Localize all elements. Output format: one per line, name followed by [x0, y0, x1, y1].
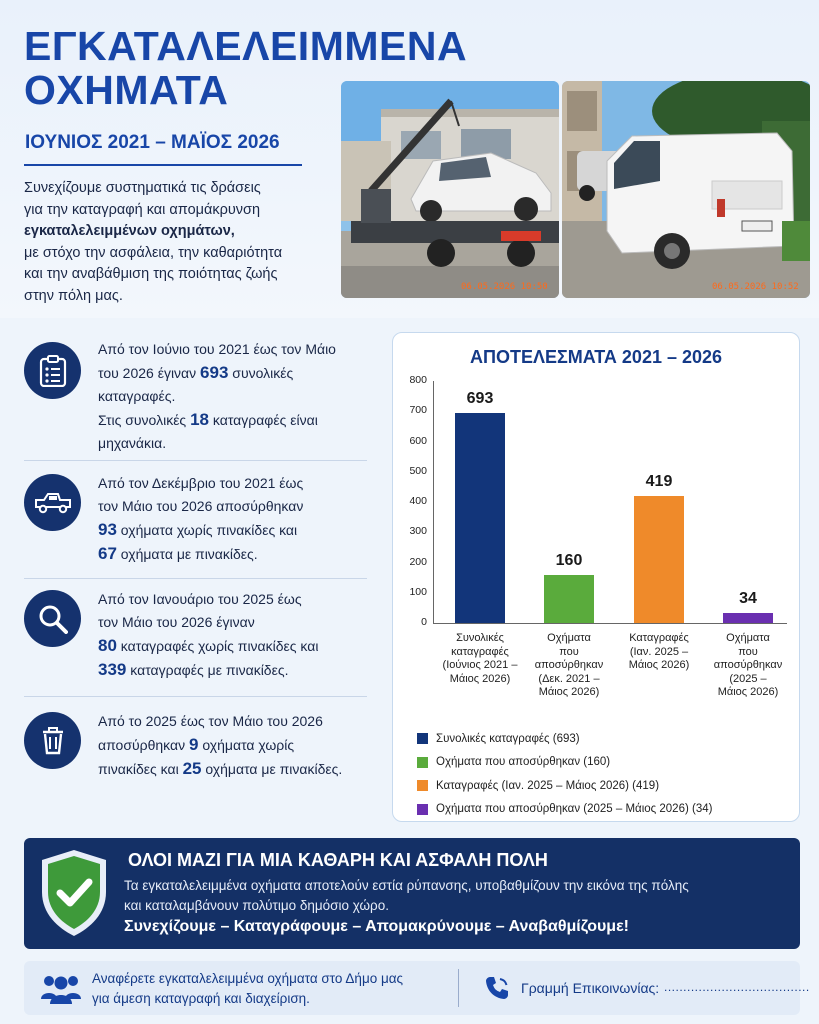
x-axis: [433, 623, 787, 624]
divider: [24, 460, 367, 461]
y-tick-label: 600: [409, 434, 427, 447]
report-text: [92, 969, 403, 1009]
stat-line: Από το 2025 έως τον Μάιο του 2026: [98, 713, 323, 729]
stat-line: καταγραφές.: [98, 388, 176, 404]
stat-number: 25: [182, 759, 202, 778]
stat-line: Από τον Δεκέμβριο του 2021 έως: [98, 475, 304, 491]
stat-number: 693: [200, 363, 229, 382]
stat-line: τον Μάιο του 2026 αποσύρθηκαν: [98, 498, 304, 514]
legend-item: [417, 798, 712, 822]
y-tick-label: 800: [409, 374, 427, 386]
stat-line: 93 οχήματα χωρίς πινακίδες και: [98, 520, 298, 539]
intro-line: με στόχο την ασφάλεια, την καθαριότητα: [24, 244, 283, 261]
legend-swatch: [417, 780, 428, 791]
stat-line: τον Μάιο του 2026 έγιναν: [98, 614, 255, 630]
intro-line: και την αναβάθμιση της ποιότητας ζωής: [24, 266, 278, 282]
clean-city-banner: [24, 838, 800, 949]
tow-truck-photo: [341, 81, 559, 298]
title-line-2: ΟΧΗΜΑΤΑ: [24, 67, 229, 113]
banner-text-line: Τα εγκαταλελειμμένα οχήματα αποτελούν εστία ρύπανσης, υποβαθμίζουν την εικόνα της πόλης: [124, 878, 689, 893]
shield-check-icon: [38, 848, 110, 943]
banner-text: [124, 876, 784, 916]
x-category-label: Οχήματα που αποσύρθηκαν (2025 – Μάιος 2026): [713, 632, 783, 698]
stat-line: πινακίδες και 25 οχήματα με πινακίδες.: [98, 759, 343, 778]
chart-bar: [723, 613, 773, 623]
chart-bar: [544, 575, 594, 623]
stat-line: Στις συνολικές 18 καταγραφές είναι: [98, 410, 318, 429]
trash-icon: [24, 712, 81, 769]
y-tick-label: 0: [421, 616, 427, 628]
stat-line: αποσύρθηκαν 9 οχήματα χωρίς: [98, 735, 295, 754]
y-tick-label: 200: [409, 555, 427, 568]
tow-truck-icon: [24, 474, 81, 531]
stat-line: 80 καταγραφές χωρίς πινακίδες και: [98, 636, 319, 655]
banner-slogan: Συνεχίζουμε – Καταγράφουμε – Απομακρύνουμε – Αναβαθμίζουμε!: [124, 918, 629, 935]
x-category-label: Οχήματα που αποσύρθηκαν (Δεκ. 2021 – Μάιος 2026): [534, 632, 604, 698]
stat-removed-vehicles: [24, 472, 367, 568]
stat-number: 9: [189, 735, 199, 754]
header: [0, 0, 819, 318]
photo-timestamp: 06.05.2026 10:50: [461, 282, 548, 292]
stat-line: μηχανάκια.: [98, 435, 167, 451]
x-category-label: Καταγραφές (Ιαν. 2025 – Μάιος 2026): [628, 632, 690, 671]
stat-line: Από τον Ιανουάριο του 2025 έως: [98, 591, 302, 607]
banner-text-line: και καταλαμβάνουν πολύτιμο δημόσιο χώρο.: [124, 898, 389, 913]
legend-label: Οχήματα που αποσύρθηκαν (2025 – Μάιος 2026) (34): [436, 803, 713, 816]
y-tick-label: 300: [409, 525, 427, 538]
intro-line-bold: εγκαταλελειμμένων οχημάτων,: [24, 223, 235, 239]
legend-swatch: [417, 804, 428, 815]
legend-item: [417, 774, 712, 798]
subtitle-underline: [24, 164, 302, 166]
y-tick-label: 500: [409, 464, 427, 477]
stat-number: 93: [98, 520, 117, 539]
bar-value-label: 419: [645, 473, 673, 491]
results-chart-panel: [392, 332, 800, 822]
stat-number: 67: [98, 544, 117, 563]
stat-text: [98, 472, 370, 566]
stat-removed-2025: [24, 710, 367, 790]
report-text-line: για άμεση καταγραφή και διαχείριση.: [92, 991, 310, 1006]
legend-swatch: [417, 757, 428, 768]
stat-number: 18: [190, 410, 209, 429]
bar-value-label: 693: [466, 390, 494, 408]
divider: [24, 696, 367, 697]
bar-value-label: 34: [739, 589, 757, 607]
y-tick-label: 400: [409, 495, 427, 507]
stat-number: 80: [98, 636, 117, 655]
abandoned-van-photo: [562, 81, 810, 298]
stat-text: [98, 710, 370, 781]
intro-line: για την καταγραφή και απομάκρυνση: [24, 201, 261, 218]
legend-label: Καταγραφές (Ιαν. 2025 – Μάιος 2026) (419): [436, 779, 660, 792]
stat-line: του 2026 έγιναν 693 συνολικές: [98, 363, 294, 382]
intro-line: στην πόλη μας.: [24, 287, 123, 304]
y-tick-label: 100: [409, 585, 427, 598]
banner-title: ΟΛΟΙ ΜΑΖΙ ΓΙΑ ΜΙΑ ΚΑΘΑΡΗ ΚΑΙ ΑΣΦΑΛΗ ΠΟΛΗ: [128, 850, 548, 870]
stat-line: 67 οχήματα με πινακίδες.: [98, 544, 258, 563]
stat-records-2025: [24, 588, 367, 684]
stat-number: 339: [98, 660, 127, 679]
chart-bar: [455, 413, 505, 623]
clipboard-icon: [24, 342, 81, 399]
phone-icon: [484, 975, 510, 1006]
stat-text: [98, 588, 370, 682]
contact-label: Γραμμή Επικοινωνίας:: [521, 980, 660, 996]
period-subtitle: ΙΟΥΝΙΟΣ 2021 – ΜΑΪΟΣ 2026: [25, 132, 280, 153]
footer-bar: [24, 961, 810, 1015]
legend-label: Οχήματα που αποσύρθηκαν (160): [436, 756, 611, 769]
stat-total-records: [24, 338, 367, 450]
chart-title: ΑΠΟΤΕΛΕΣΜΑΤΑ 2021 – 2026: [469, 347, 723, 367]
footer-divider: [458, 969, 459, 1007]
report-text-line: Αναφέρετε εγκαταλελειμμένα οχήματα στο Δήμο μας: [92, 971, 404, 986]
y-tick-label: 700: [409, 404, 427, 417]
chart-bar: [634, 496, 684, 623]
contact-value: ......................................: [664, 980, 810, 994]
stat-line: Από τον Ιούνιο του 2021 έως τον Μάιο: [98, 341, 336, 357]
y-axis: [433, 381, 434, 623]
legend-item: [417, 751, 712, 775]
title-line-1: ΕΓΚΑΤΑΛΕΛΕΙΜΜΕΝΑ: [24, 23, 468, 69]
x-category-label: Συνολικές καταγραφές (Ιούνιος 2021 – Μάιος 2026): [442, 632, 518, 685]
chart-legend: [417, 727, 712, 821]
legend-swatch: [417, 733, 428, 744]
stat-text: [98, 338, 370, 455]
intro-text: [24, 178, 324, 307]
stat-line: 339 καταγραφές με πινακίδες.: [98, 660, 289, 679]
legend-label: Συνολικές καταγραφές (693): [436, 732, 580, 745]
legend-item: [417, 727, 712, 751]
photo-timestamp: 06.05.2026 10:52: [712, 282, 799, 292]
bar-value-label: 160: [555, 551, 583, 569]
people-icon: [40, 973, 82, 1010]
magnifier-icon: [24, 590, 81, 647]
intro-line: Συνεχίζουμε συστηματικά τις δράσεις: [24, 180, 261, 196]
divider: [24, 578, 367, 579]
